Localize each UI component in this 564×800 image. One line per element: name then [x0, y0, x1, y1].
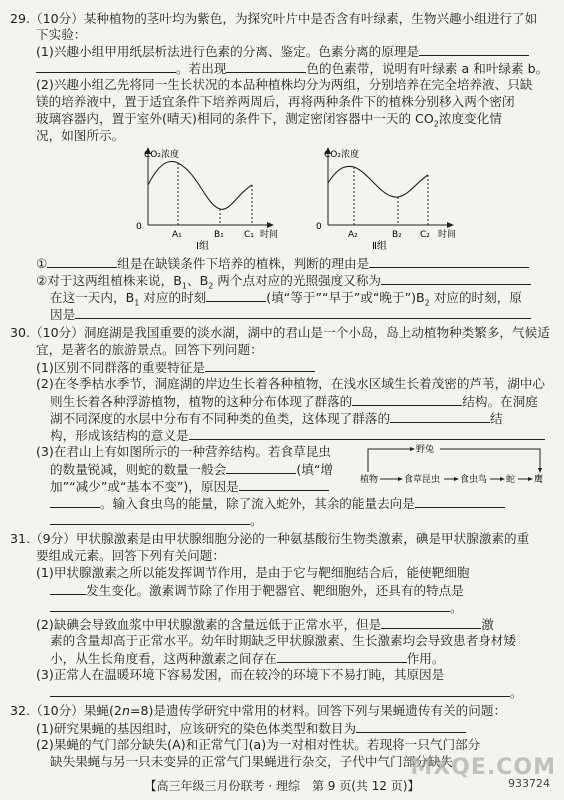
page-footer: [0, 777, 564, 794]
q31-line-8: 小，从生长角度看，这两种激素之间存在 作用。: [50, 651, 445, 666]
graph-1-tick-c: C₁: [244, 230, 254, 240]
q29-line-7: 玻璃容器内，置于室外(晴天)相同的条件下，测定密闭容器中一天的 $CO_2$浓度变化情: [36, 111, 502, 129]
q30-line-11: 。输入食虫鸟的能量，除了流入蛇外，其余的能量去向是: [50, 495, 505, 512]
graph-1-tick-b: B₁: [214, 230, 224, 240]
q29-line-3: (1)兴趣小组甲用纸层析法进行色素的分离、鉴定。色素分离的原理是: [36, 43, 529, 60]
q30-line-8: (3)在君山上有如图所示的一种营养结构。若食草昆虫: [36, 444, 331, 459]
graph-1-tick-a: A₁: [172, 230, 182, 240]
q29-line-6: 镁的培养液中，置于适宜条件下培养两周后，再将两种条件下的植株分别移入两个密闭: [36, 94, 515, 109]
q29-line-11: 在这一天内，$B_1$ 对应的时刻 (填“等于”“早于”或“晚于$”)B_2$ 对应的时刻，原: [50, 290, 522, 308]
web-plant: 植物: [360, 475, 379, 485]
graph-2-tick-a: A₂: [348, 230, 358, 240]
q32-line-1: 32.（10分）果蝇(2n=8)是遗传学研究中常用的材料。回答下列与果蝇遗传有关的问题：: [10, 703, 507, 718]
q30-line-10: 加”“减少”或“基本不变”)，原因是: [50, 478, 329, 495]
q30-line-5: 则生长着各种浮游植物，植物的这种分布体现了群落的 结构。在洞庭: [50, 394, 538, 409]
graph-group-1: [120, 145, 290, 250]
q29-line-10: ②对于这两组植株来说，$B_1$、$B_2$ 两个点对应的光照强度又称为: [36, 272, 531, 289]
q31-line-10: 。: [50, 684, 523, 701]
q32-line-2: (1)研究果蝇的基因组时，应该研究的染色体类型和数目为: [36, 720, 466, 737]
q30-line-3: (1)区别不同群落的重要特征是: [36, 359, 315, 376]
q31-line-7: 素的含量却高于正常水平。幼年时期缺乏甲状腺激素、生长激素均会导致患者身材矮: [50, 633, 516, 648]
q31-line-5: 。: [50, 599, 463, 616]
q32-line-3: (2)果蝇的气门部分缺失(A)和正常气门(a)为一对相对性状。若现将一只气门部分: [36, 737, 481, 752]
q30-line-1: 30.（10分）洞庭湖是我国重要的淡水湖，湖中的君山是一个小岛，岛上动植物种类繁多，气候适: [10, 325, 550, 340]
graph-1-ylabel: CO₂浓度: [144, 150, 179, 160]
q31-line-2: 要组成元素。回答下列有关问题：: [36, 548, 225, 563]
graph-2-origin: 0: [316, 222, 322, 232]
graph-1-xlabel: 时间: [260, 230, 279, 240]
q29-line-1: 29.（10分）某种植物的茎叶均为紫色，为探究叶片中是否含有叶绿素，生物兴趣小组进行了如: [10, 11, 538, 26]
q29-line-9: ① 组是在缺镁条件下培养的植株，判断的理由是: [36, 255, 529, 272]
graph-2-caption: Ⅱ组: [372, 241, 387, 250]
q31-line-1: 31.（9分）甲状腺激素是由甲状腺细胞分泌的一种氨基酸衍生物类激素，碘是甲状腺激素的重: [10, 531, 530, 546]
q29-line-4: 。若出现 色的色素带，说明有叶绿素 a 和叶绿素 b。: [36, 60, 548, 77]
web-bird: 食虫鸟: [460, 475, 488, 485]
footer-text: 【高三年级三月份联考 · 理综 第 9 页(共 12 页)】: [144, 779, 420, 793]
food-web-diagram: [358, 436, 558, 496]
q29-line-2: 下实验：: [36, 27, 87, 42]
graph-2-xlabel: 时间: [438, 230, 457, 240]
q29-line-5: (2)兴趣小组乙先将同一生长状况的本品种植株均分为两组，分别培养在完全培养液、只缺: [36, 77, 533, 92]
q30-line-7: 构，形成该结构的意义是: [50, 427, 545, 444]
web-hawk: 鹰: [534, 475, 544, 485]
graph-1-caption: Ⅰ组: [196, 241, 209, 250]
web-rabbit: 野兔: [416, 445, 435, 455]
graph-2-ylabel: CO₂浓度: [324, 150, 359, 160]
graph-1-origin: 0: [136, 222, 142, 232]
watermark: MXQE.COM: [410, 755, 556, 780]
q32-line-4: 缺失果蝇与另一只未变异的正常气门果蝇进行杂交，子代中气门部分缺失: [50, 754, 453, 769]
q31-line-4: 发生变化。激素调节除了作用于靶器官、靶细胞外，还具有的特点是: [50, 582, 464, 599]
graph-group-2: [300, 145, 470, 250]
graph-2-tick-c: C₂: [420, 230, 430, 240]
q31-line-9: (3)正常人在温暖环境下容易发困，而在较冷的环境下不易打盹，其原因是: [36, 667, 445, 682]
q30-line-6: 湖不同深度的水层中分布有不同种类的鱼类，这体现了群落的 结: [50, 411, 503, 426]
web-insect: 食草昆虫: [404, 475, 441, 485]
q30-line-4: (2)在冬季枯水季节，洞庭湖的岸边生长着各种植物，在浅水区域生长着茂密的芦苇，湖中心: [36, 376, 545, 391]
q30-line-2: 宜，是著名的旅游景点。回答下列问题：: [36, 342, 263, 357]
web-snake: 蛇: [506, 475, 516, 485]
q29-line-12: 因是: [50, 306, 531, 323]
q30-line-12: 。: [50, 512, 263, 529]
graph-2-tick-b: B₂: [392, 230, 402, 240]
q31-line-6: (2)缺碘会导致血浆中甲状腺激素的含量远低于正常水平，但是 激: [36, 617, 494, 632]
q31-line-3: (1)甲状腺激素之所以能发挥调节作用，是由于它与靶细胞结合后，能使靶细胞: [36, 565, 470, 580]
q29-line-8: 况，如图所示。: [36, 128, 125, 143]
footer-code: 933724: [508, 777, 550, 790]
q30-line-9: 的数量锐减，则蛇的数量一般会 (填“增: [50, 462, 333, 477]
